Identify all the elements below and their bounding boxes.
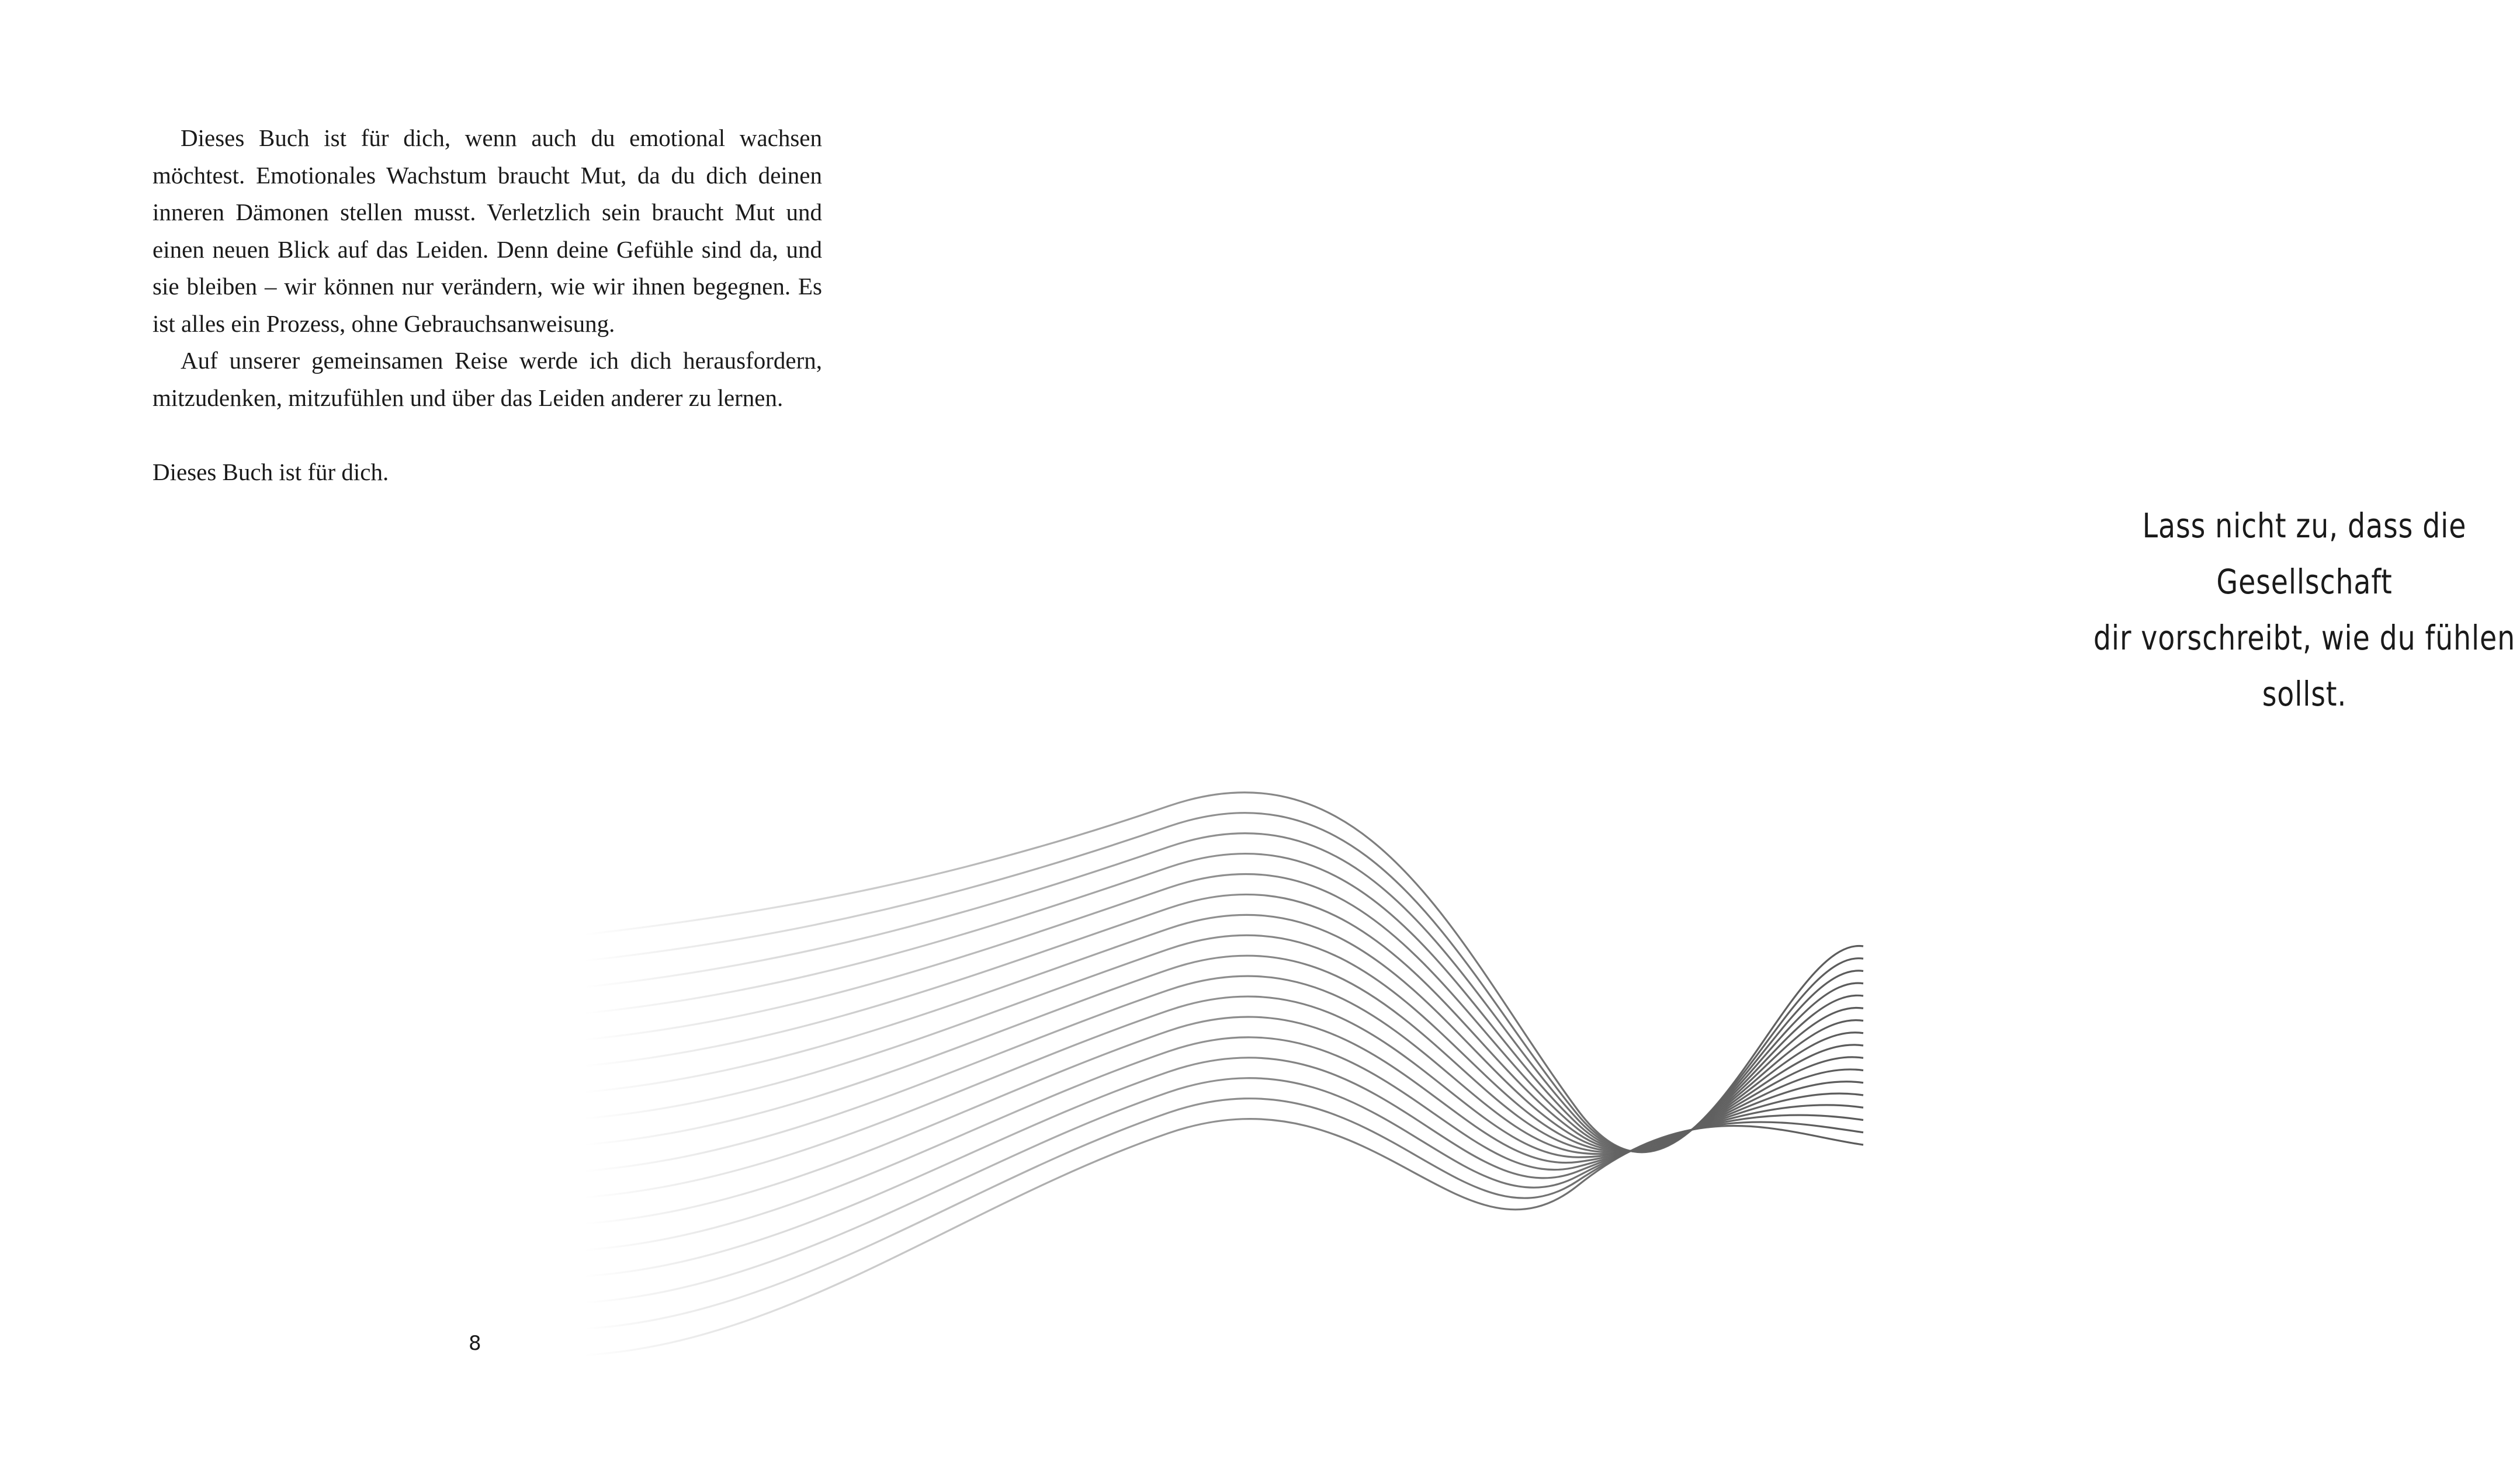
wave-lines-illustration [584, 730, 1863, 1390]
quote-line-1: Lass nicht zu, dass die Gesellschaft [2142, 506, 2467, 602]
wave-line [584, 996, 1863, 1197]
wave-line [584, 833, 1863, 1152]
wave-line [584, 1058, 1863, 1276]
paragraph-1: Dieses Buch ist für dich, wenn auch du emotional wachsen möchtest. Emotionales Wachstum braucht Mut, da du dich deinen inneren Dämonen stellen musst. Verletzlich sein braucht Mut und einen neuen Blick auf das Leiden. Denn deine Gefühle sind da, und sie bleiben – wir können nur verändern, wie wir ihnen begegnen. Es ist alles ein Prozess, ohne Gebrauchsanweisung. [152, 124, 822, 337]
quote-line-2: dir vorschreibt, wie du fühlen sollst. [2093, 618, 2516, 714]
wave-line [584, 956, 1863, 1152]
paragraph-2: Auf unserer gemeinsamen Reise werde ich dich herausfordern, mitzudenken, mitzufühlen und über das Leiden anderer zu lernen. [152, 347, 822, 411]
wave-line [584, 793, 1863, 1152]
wave-line [584, 1119, 1863, 1355]
quote [2089, 498, 2520, 722]
page-number: 8 [469, 1332, 481, 1355]
closing-line: Dieses Buch ist für dich. [152, 458, 389, 485]
body-text [152, 120, 822, 491]
wave-line [584, 854, 1863, 1151]
wave-line [584, 1078, 1863, 1303]
wave-line [584, 935, 1863, 1151]
